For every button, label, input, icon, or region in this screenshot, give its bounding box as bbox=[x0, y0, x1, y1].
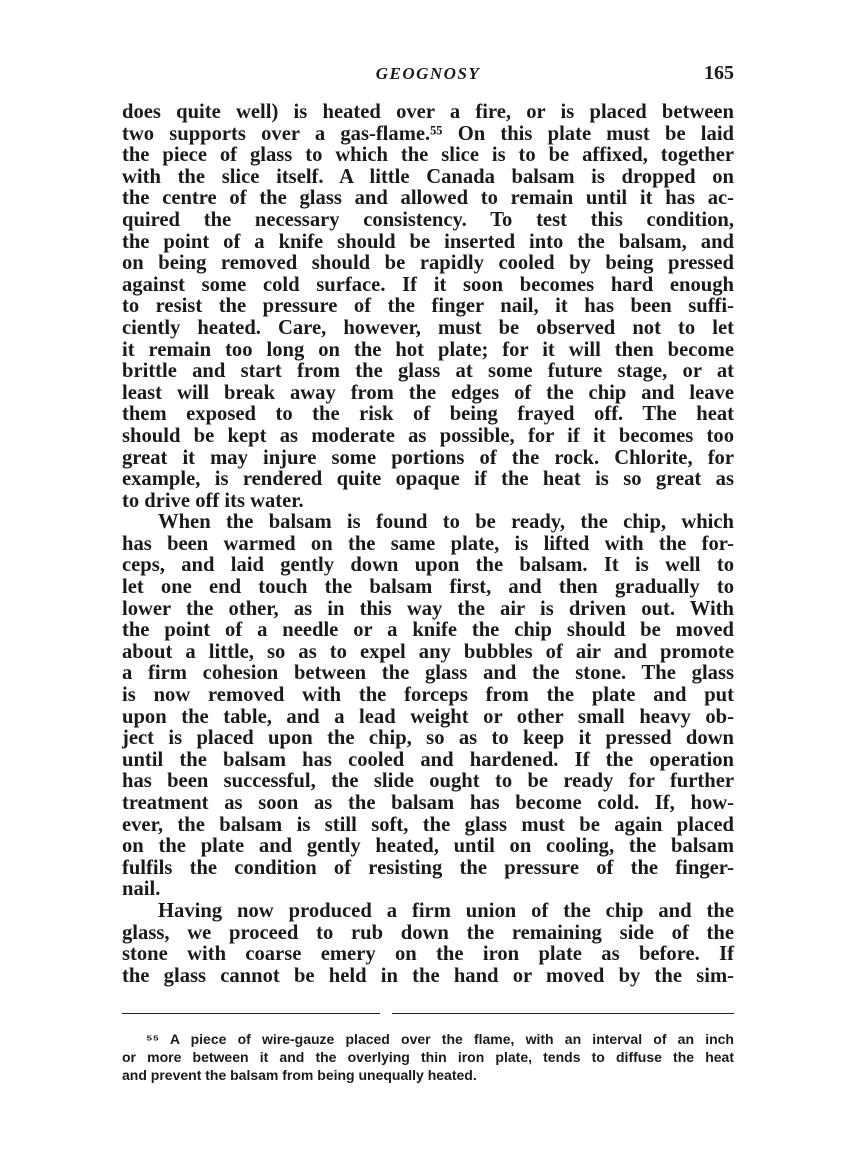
text-line: against some cold surface. If it soon becomes hard enough bbox=[122, 273, 734, 296]
footnote-rule-left bbox=[122, 1013, 380, 1014]
text-line: to drive off its water. bbox=[122, 489, 304, 512]
footnote-rule-right bbox=[392, 1013, 734, 1014]
text-line: let one end touch the balsam first, and then gradually to bbox=[122, 576, 734, 599]
text-line: until the balsam has cooled and hardened. If the operation bbox=[122, 748, 734, 771]
text-line: the piece of glass to which the slice is to be affixed, together bbox=[122, 144, 734, 167]
text-line: nail. bbox=[122, 878, 161, 901]
text-line: to resist the pressure of the finger nail, it has been suffi- bbox=[122, 295, 734, 318]
text-line: glass, we proceed to rub down the remaining side of the bbox=[122, 921, 734, 944]
text-line: upon the table, and a lead weight or other small heavy ob- bbox=[122, 705, 734, 728]
text-line: ject is placed upon the chip, so as to keep it pressed down bbox=[122, 727, 734, 750]
text-line: treatment as soon as the balsam has become cold. If, how- bbox=[122, 792, 734, 814]
text-line: has been warmed on the same plate, is lifted with the for- bbox=[122, 532, 734, 555]
text-line: fulfils the condition of resisting the pressure of the finger- bbox=[122, 856, 734, 879]
text-line: the glass cannot be held in the hand or moved by the sim- bbox=[122, 964, 734, 987]
footnote-line: or more between it and the overlying thin iron plate, tends to diffuse the heat bbox=[122, 1049, 734, 1065]
text-line: the point of a needle or a knife the chip should be moved bbox=[122, 619, 734, 642]
footnote-line: and prevent the balsam from being unequally heated. bbox=[122, 1067, 477, 1083]
text-line: quired the necessary consistency. To test this condition, bbox=[122, 208, 734, 231]
text-line: is now removed with the forceps from the plate and put bbox=[122, 684, 734, 707]
text-line: has been successful, the slide ought to be ready for further bbox=[122, 770, 734, 793]
text-line: lower the other, as in this way the air is driven out. With bbox=[122, 597, 734, 620]
page-number: 165 bbox=[704, 62, 734, 84]
text-line: ever, the balsam is still soft, the glass must be again placed bbox=[122, 813, 734, 836]
text-line: great it may injure some portions of the rock. Chlorite, for bbox=[122, 446, 734, 469]
text-line: stone with coarse emery on the iron plate as before. If bbox=[122, 943, 734, 966]
text-line: should be kept as moderate as possible, for if it becomes too bbox=[122, 424, 734, 447]
running-head bbox=[122, 62, 734, 88]
paragraph-start-line: Having now produced a firm union of the chip and the bbox=[158, 899, 734, 922]
text-line: two supports over a gas-flame.⁵⁵ On this plate must be laid bbox=[122, 122, 734, 145]
running-title: GEOGNOSY bbox=[375, 64, 481, 83]
footnote bbox=[122, 1030, 734, 1084]
paragraph-start-line: When the balsam is found to be ready, the chip, which bbox=[158, 511, 734, 534]
text-line: least will break away from the edges of the chip and leave bbox=[122, 381, 734, 404]
text-line: does quite well) is heated over a fire, or is placed between bbox=[122, 101, 734, 123]
footnote-line: ⁵⁵ A piece of wire-gauze placed over the flame, with an interval of an inch bbox=[146, 1031, 734, 1047]
body-text bbox=[122, 102, 734, 987]
text-line: it remain too long on the hot plate; for it will then become bbox=[122, 338, 734, 361]
text-line: on being removed should be rapidly cooled by being pressed bbox=[122, 252, 734, 275]
text-line: ceps, and laid gently down upon the balsam. It is well to bbox=[122, 554, 734, 577]
text-line: with the slice itself. A little Canada balsam is dropped on bbox=[122, 165, 734, 188]
text-line: example, is rendered quite opaque if the heat is so great as bbox=[122, 468, 734, 491]
text-line: them exposed to the risk of being frayed off. The heat bbox=[122, 403, 734, 426]
text-line: a firm cohesion between the glass and the stone. The glass bbox=[122, 662, 734, 685]
text-line: the point of a knife should be inserted into the balsam, and bbox=[122, 230, 734, 253]
text-line: about a little, so as to expel any bubbles of air and promote bbox=[122, 640, 734, 663]
text-line: ciently heated. Care, however, must be observed not to let bbox=[122, 316, 734, 339]
text-line: the centre of the glass and allowed to remain until it has ac- bbox=[122, 187, 734, 210]
text-line: brittle and start from the glass at some future stage, or at bbox=[122, 360, 734, 383]
text-line: on the plate and gently heated, until on cooling, the balsam bbox=[122, 835, 734, 858]
